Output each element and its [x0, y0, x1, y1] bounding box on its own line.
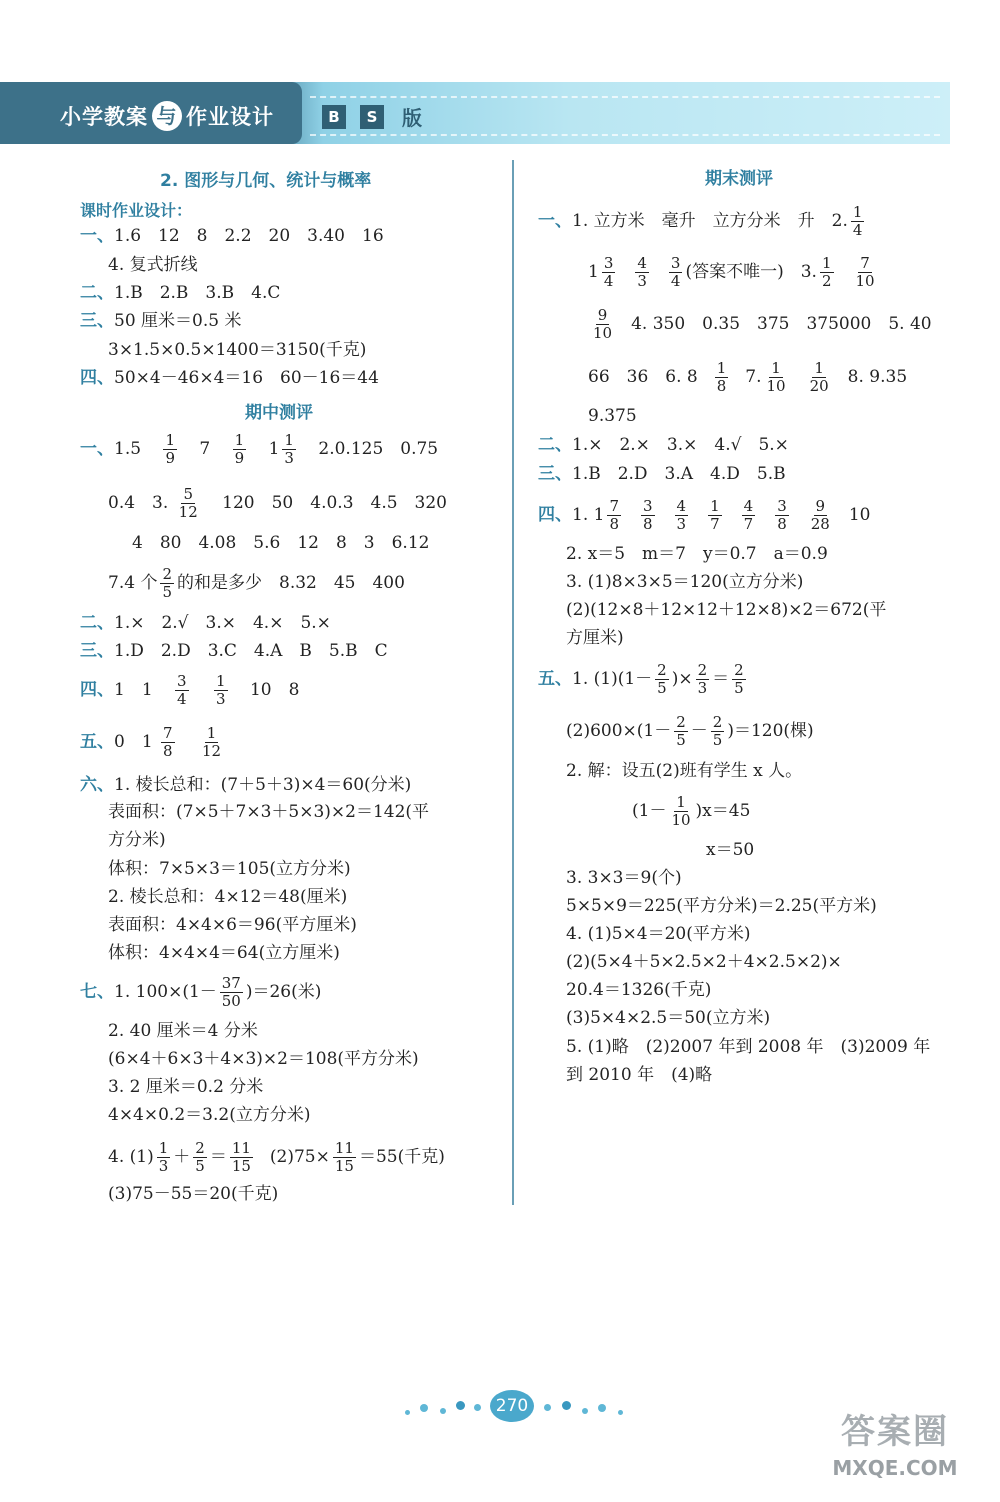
answer-text: 2.0.125 0.75 [318, 439, 439, 459]
fraction: $\frac{2}{5}$ [712, 713, 723, 749]
answer-line: 3. (1)8×3×5＝120(立方分米) [566, 572, 804, 592]
answer-line [80, 609, 331, 637]
fraction: $\frac{1}{10}$ [671, 793, 691, 829]
part-label: 五、 [80, 732, 114, 752]
part-label: 四、 [538, 505, 572, 525]
fraction: $\frac{4}{7}$ [743, 497, 754, 533]
decor-dot [562, 1401, 571, 1410]
answer-line: 4. 复式折线 [108, 255, 198, 275]
answer-line: x＝50 [706, 840, 755, 860]
fraction: $\frac{2}{5}$ [195, 1139, 205, 1175]
answer-line: 2. 棱长总和：4×12＝48(厘米) [108, 887, 348, 907]
answer-text: 4. (1) [108, 1147, 154, 1167]
fraction: $\frac{4}{3}$ [676, 497, 687, 533]
book-title [60, 100, 274, 132]
answer-text: (答案不唯一) 3. [685, 262, 817, 282]
answer-line: 3×1.5×0.5×1400＝3150(千克) [108, 340, 367, 360]
column-divider [512, 160, 514, 1205]
answer-text: 7.4 个 [108, 573, 158, 593]
decor-dot [598, 1404, 606, 1412]
fraction: $\frac{3}{4}$ [177, 672, 187, 708]
answer-text: )× [671, 669, 693, 689]
answer-text: ＝ [209, 1147, 227, 1167]
decor-dot [405, 1410, 410, 1415]
edition-letter-b: B [322, 105, 346, 129]
answer-text: 4. 350 0.35 375 375000 5. 40 [631, 314, 932, 334]
answer-text: ＝ [712, 669, 730, 689]
decor-dot [544, 1404, 551, 1411]
answer-line: 2. 40 厘米＝4 分米 [108, 1021, 258, 1041]
final-exam-title: 期末测评 [705, 169, 773, 189]
answer-line: 4. (1)5×4＝20(平方米) [566, 924, 751, 944]
answer-text: 1.B 2.B 3.B 4.C [114, 283, 281, 303]
answer-line: 20.4＝1326(千克) [566, 980, 712, 1000]
fraction: $\frac{1}{3}$ [216, 672, 226, 708]
fraction: $\frac{1}{20}$ [809, 359, 829, 395]
answer-text: 50 厘米＝0.5 米 [114, 311, 242, 331]
answer-text: (2)600×(1－ [566, 721, 672, 741]
answer-text: 1. 立方米 毫升 立方分米 升 2. [572, 211, 848, 231]
fraction: $\frac{2}{5}$ [657, 661, 667, 697]
answer-line [80, 364, 379, 392]
subsection-title: 课时作业设计： [80, 201, 193, 220]
answer-line: (3)5×4×2.5＝50(立方米) [566, 1008, 771, 1028]
fraction: $\frac{7}{8}$ [163, 724, 173, 760]
answer-line: (6×4＋6×3＋4×3)×2＝108(平方分米) [108, 1049, 419, 1069]
answer-text: 1.× 2.√ 3.× 4.× 5.× [114, 613, 331, 633]
answer-line [588, 307, 932, 342]
answer-line [538, 662, 749, 697]
answer-text: 0 1 [114, 732, 153, 752]
answer-line: 3. 2 厘米＝0.2 分米 [108, 1077, 264, 1097]
answer-text: 1. 1 [572, 505, 605, 525]
answer-line: 9.375 [588, 406, 637, 426]
fraction: $\frac{2}{5}$ [676, 713, 686, 749]
fraction: $\frac{3}{4}$ [603, 254, 614, 290]
part-label: 二、 [538, 435, 572, 455]
page-number: 270 [490, 1390, 534, 1422]
part-label: 三、 [538, 464, 572, 484]
fraction: $\frac{37}{50}$ [221, 974, 241, 1010]
answer-line [80, 673, 299, 708]
fraction: $\frac{1}{12}$ [202, 724, 222, 760]
answer-line [108, 486, 447, 521]
answer-line: 5×5×9＝225(平方分米)＝2.25(平方米) [566, 896, 877, 916]
answer-line [588, 360, 907, 395]
answer-text: 1 [588, 262, 599, 282]
fraction: $\frac{9}{28}$ [810, 497, 830, 533]
answer-text: 7 [199, 439, 211, 459]
fraction: $\frac{3}{8}$ [643, 497, 653, 533]
answer-text: )x＝45 [695, 801, 751, 821]
fraction: $\frac{4}{3}$ [637, 254, 647, 290]
decor-dot [420, 1404, 428, 1412]
edition-label [322, 102, 422, 131]
answer-text: 1.B 2.D 3.A 4.D 5.B [572, 464, 786, 484]
answer-line [80, 222, 384, 250]
answer-line: (2)(5×4＋5×2.5×2＋4×2.5×2)× [566, 952, 842, 972]
answer-line [80, 279, 280, 307]
answer-line [538, 460, 786, 488]
answer-line: (2)(12×8＋12×12＋12×8)×2＝672(平 [566, 600, 887, 620]
fraction: $\frac{1}{7}$ [710, 497, 720, 533]
answer-line: 5. (1)略 (2)2007 年到 2008 年 (3)2009 年 [566, 1037, 931, 1057]
answer-text: 1 [268, 439, 280, 459]
answer-text: 的和是多少 8.32 45 400 [177, 573, 405, 593]
answer-text: 1.5 [114, 439, 142, 459]
answer-line [588, 255, 880, 290]
answer-line: 2. 解：设五(2)班有学生 x 人。 [566, 761, 803, 781]
answer-line: 表面积：(7×5＋7×3＋5×3)×2＝142(平 [108, 802, 430, 822]
answer-text: 1.6 12 8 2.2 20 3.40 16 [114, 226, 384, 246]
part-label: 四、 [80, 368, 114, 388]
edition-ban: 版 [402, 106, 422, 130]
watermark [800, 1410, 990, 1490]
decor-dot [456, 1401, 465, 1410]
answer-text: 7. [745, 367, 762, 387]
answer-text: 1. 100×(1－ [114, 982, 217, 1002]
answer-line [538, 498, 870, 533]
answer-line [80, 771, 411, 799]
answer-line [80, 975, 321, 1010]
fraction: $\frac{1}{2}$ [821, 254, 832, 290]
answer-line: 4 80 4.08 5.6 12 8 3 6.12 [132, 533, 430, 553]
answer-text: 120 50 4.0.3 4.5 320 [222, 493, 447, 513]
answer-line [80, 637, 388, 665]
answer-line [108, 1140, 445, 1175]
fraction: $\frac{1}{9}$ [234, 431, 245, 467]
part-label: 三、 [80, 311, 114, 331]
fraction: $\frac{7}{8}$ [609, 497, 619, 533]
answer-text: 10 [848, 505, 871, 525]
answer-line: 方分米) [108, 830, 166, 850]
decor-dot [440, 1408, 446, 1414]
part-label: 六、 [80, 775, 114, 795]
answer-text: (1－ [632, 801, 667, 821]
fraction: $\frac{1}{9}$ [165, 431, 175, 467]
part-label: 三、 [80, 641, 114, 661]
edition-letter-s: S [360, 105, 384, 129]
watermark-cn: 答案圈 [841, 1412, 949, 1452]
answer-line: 2. x＝5 m＝7 y＝0.7 a＝0.9 [566, 544, 828, 564]
fraction: $\frac{11}{15}$ [231, 1139, 251, 1175]
answer-text: (2)75× [269, 1147, 330, 1167]
answer-text: 8. 9.35 [847, 367, 908, 387]
answer-line [538, 204, 867, 239]
part-label: 一、 [80, 226, 114, 246]
fraction: $\frac{11}{15}$ [334, 1139, 354, 1175]
answer-line [80, 432, 438, 467]
answer-text: ＝55(千克) [358, 1147, 445, 1167]
fraction: $\frac{9}{10}$ [593, 306, 613, 342]
midterm-title: 期中测评 [245, 403, 313, 423]
answer-text: 50×4－46×4＝16 60－16＝44 [114, 368, 379, 388]
answer-text: 0.4 3. [108, 493, 169, 513]
answer-line: 方厘米) [566, 628, 624, 648]
answer-line [108, 566, 405, 601]
fraction: $\frac{5}{12}$ [178, 485, 198, 521]
answer-text: 1. 棱长总和：(7＋5＋3)×4＝60(分米) [114, 775, 412, 795]
fraction: $\frac{7}{10}$ [855, 254, 875, 290]
decor-dot [618, 1410, 623, 1415]
answer-line: 到 2010 年 (4)略 [566, 1065, 713, 1085]
answer-line [80, 307, 241, 335]
answer-line [80, 725, 226, 760]
answer-line: (3)75－55＝20(千克) [108, 1184, 279, 1204]
fraction: $\frac{2}{3}$ [697, 661, 708, 697]
answer-text: ＋ [173, 1147, 191, 1167]
fraction: $\frac{1}{4}$ [852, 203, 863, 239]
book-title-mid: 与 [152, 101, 182, 131]
fraction: $\frac{2}{5}$ [734, 661, 744, 697]
fraction: $\frac{3}{8}$ [777, 497, 787, 533]
answer-text: 66 36 6. 8 [588, 367, 698, 387]
answer-text: － [690, 721, 708, 741]
answer-text: 10 8 [249, 680, 300, 700]
decor-dot [582, 1408, 588, 1414]
fraction: $\frac{2}{5}$ [162, 565, 172, 601]
watermark-en: MXQE.COM [832, 1456, 958, 1480]
fraction: $\frac{3}{4}$ [670, 254, 681, 290]
part-label: 一、 [80, 439, 114, 459]
book-title-part1: 小学教案 [60, 105, 148, 129]
answer-text: 1 1 [114, 680, 153, 700]
fraction: $\frac{1}{3}$ [158, 1139, 169, 1175]
answer-line [566, 714, 814, 749]
answer-text: 1.× 2.× 3.× 4.√ 5.× [572, 435, 789, 455]
part-label: 一、 [538, 211, 572, 231]
book-title-part2: 作业设计 [186, 105, 274, 129]
answer-line: 体积：4×4×4＝64(立方厘米) [108, 943, 340, 963]
answer-line [538, 431, 789, 459]
part-label: 四、 [80, 680, 114, 700]
answer-text: )＝26(米) [245, 982, 322, 1002]
section-title: 2. 图形与几何、统计与概率 [160, 171, 372, 191]
fraction: $\frac{1}{3}$ [284, 431, 294, 467]
part-label: 七、 [80, 982, 114, 1002]
answer-text: 1.D 2.D 3.C 4.A B 5.B C [114, 641, 388, 661]
answer-text: )＝120(棵) [727, 721, 814, 741]
part-label: 五、 [538, 669, 572, 689]
answer-line: 表面积：4×4×6＝96(平方厘米) [108, 915, 357, 935]
part-label: 二、 [80, 283, 114, 303]
answer-line: 体积：7×5×3＝105(立方分米) [108, 859, 351, 879]
part-label: 二、 [80, 613, 114, 633]
answer-line: 3. 3×3＝9(个) [566, 868, 682, 888]
answer-line [632, 794, 750, 829]
answer-text: 1. (1)(1－ [572, 669, 653, 689]
fraction: $\frac{1}{8}$ [716, 359, 727, 395]
answer-line: 4×4×0.2＝3.2(立方分米) [108, 1105, 311, 1125]
decor-dot [474, 1404, 481, 1411]
fraction: $\frac{1}{10}$ [766, 359, 786, 395]
